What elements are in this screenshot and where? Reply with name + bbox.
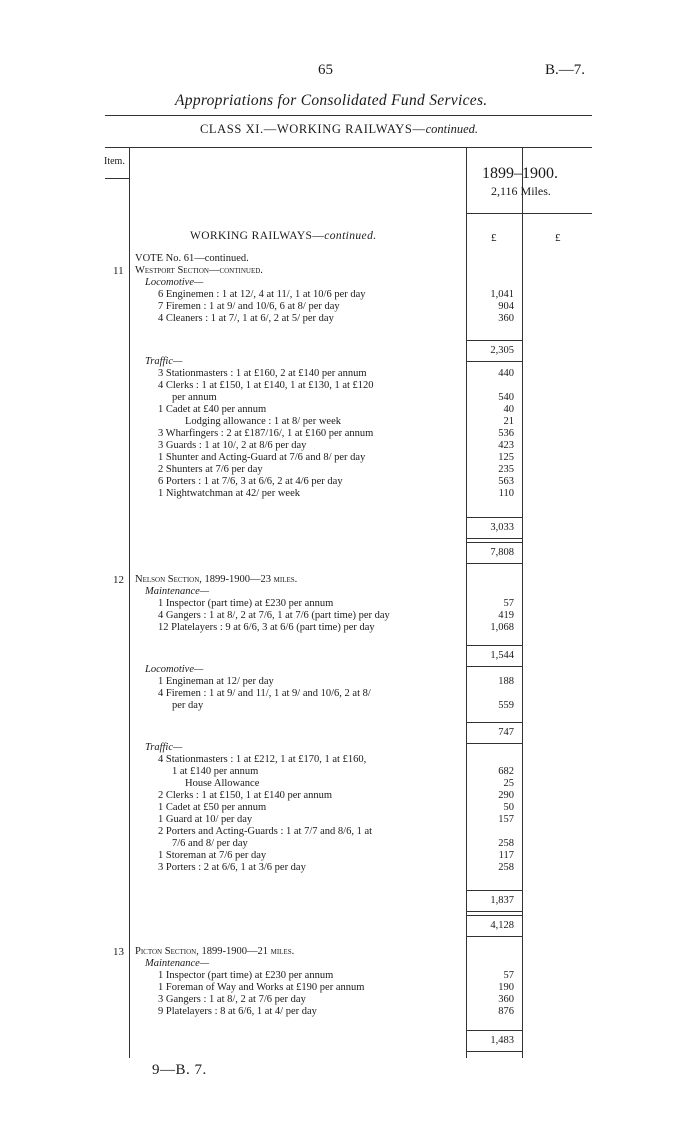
line-amount: 258 [498, 862, 514, 873]
year-head-rule [466, 213, 592, 214]
line-amount: 57 [503, 970, 514, 981]
line-description: 2 Porters and Acting-Guards : 1 at 7/7 and 8/6, 1 at [158, 826, 373, 837]
line-description: 12 Platelayers : 9 at 6/6, 3 at 6/6 (part time) per day [158, 622, 375, 633]
total-nelson-section [466, 915, 522, 937]
line-amount: 235 [498, 464, 514, 475]
line-amount: 117 [498, 850, 514, 861]
line-description: 3 Porters : 2 at 6/6, 1 at 3/6 per day [158, 862, 306, 873]
line-description: Traffic— [145, 742, 183, 753]
line-description: Locomotive— [145, 664, 204, 675]
line-description: 1 Inspector (part time) at £230 per annum [158, 598, 334, 609]
rule-under-class [105, 147, 592, 148]
line-description: 1 Inspector (part time) at £230 per annum [158, 970, 334, 981]
line-amount: 563 [498, 476, 514, 487]
rule-top [105, 115, 592, 116]
miles-header: 2,116 Miles. [491, 184, 551, 198]
class-title [200, 122, 478, 137]
line-amount: 1,068 [490, 622, 514, 633]
line-description: 7 Firemen : 1 at 9/ and 10/6, 6 at 8/ per day [158, 301, 340, 312]
line-amount: 360 [498, 994, 514, 1005]
section-heading-text: WORKING RAILWAYS— [190, 230, 325, 242]
line-description: VOTE No. 61—continued. [135, 253, 249, 264]
item-number: 12 [113, 574, 124, 586]
line-description: Picton Section, 1899-1900—21 miles. [135, 946, 295, 957]
line-amount: 423 [498, 440, 514, 451]
item-column-line [129, 148, 130, 1058]
line-amount: 540 [498, 392, 514, 403]
subtotal-value: 1,483 [490, 1035, 514, 1046]
line-description: 1 Guard at 10/ per day [158, 814, 253, 825]
line-description: 1 at £140 per annum [172, 766, 259, 777]
line-description: 4 Cleaners : 1 at 7/, 1 at 6/, 2 at 5/ per day [158, 313, 334, 324]
line-description: 4 Clerks : 1 at £150, 1 at £140, 1 at £130, 1 at £120 [158, 380, 374, 391]
line-description: 2 Clerks : 1 at £150, 1 at £140 per annum [158, 790, 333, 801]
line-description: Nelson Section, 1899-1900—23 miles. [135, 574, 298, 585]
line-amount: 50 [503, 802, 514, 813]
line-description: per day [172, 700, 204, 711]
line-description: 1 Cadet at £50 per annum [158, 802, 267, 813]
pound-sign-col1: £ [491, 232, 497, 244]
line-description: 1 Shunter and Acting-Guard at 7/6 and 8/ per day [158, 452, 366, 463]
subtotal-value: 2,305 [490, 345, 514, 356]
subtotal-value: 3,033 [490, 522, 514, 533]
line-amount: 559 [498, 700, 514, 711]
running-title: Appropriations for Consolidated Fund Services. [175, 92, 488, 109]
line-description: 1 Engineman at 12/ per day [158, 676, 274, 687]
line-amount: 876 [498, 1006, 514, 1017]
line-description: 3 Guards : 1 at 10/, 2 at 8/6 per day [158, 440, 307, 451]
line-description: Lodging allowance : 1 at 8/ per week [185, 416, 341, 427]
subtotal-westport-traffic [466, 517, 522, 539]
line-description: 9 Platelayers : 8 at 6/6, 1 at 4/ per day [158, 1006, 317, 1017]
subtotal-westport-locomotive [466, 340, 522, 362]
line-amount: 157 [498, 814, 514, 825]
subtotal-nelson-locomotive [466, 722, 522, 744]
subtotal-value: 4,128 [490, 920, 514, 931]
line-amount: 25 [503, 778, 514, 789]
item-column-header: Item. [104, 156, 125, 167]
subtotal-nelson-traffic [466, 890, 522, 912]
line-amount: 360 [498, 313, 514, 324]
line-amount: 125 [498, 452, 514, 463]
section-heading-continued: continued. [324, 230, 377, 242]
line-amount: 682 [498, 766, 514, 777]
line-amount: 190 [498, 982, 514, 993]
year-header: 1899–1900. [482, 165, 558, 182]
line-description: Maintenance— [145, 958, 210, 969]
item-number: 11 [113, 265, 124, 277]
line-description: House Allowance [185, 778, 260, 789]
line-description: 4 Stationmasters : 1 at £212, 1 at £170, 1 at £160, [158, 754, 367, 765]
line-description: Locomotive— [145, 277, 204, 288]
item-head-rule [105, 178, 129, 179]
amount-column-right-line [522, 148, 523, 1058]
line-description: Traffic— [145, 356, 183, 367]
subtotal-value: 1,544 [490, 650, 514, 661]
line-description: 1 Storeman at 7/6 per day [158, 850, 267, 861]
page-number: 65 [318, 62, 333, 78]
class-title-continued: continued. [425, 122, 479, 136]
subtotal-value: 7,808 [490, 547, 514, 558]
item-number: 13 [113, 946, 124, 958]
line-description: 2 Shunters at 7/6 per day [158, 464, 263, 475]
line-description: 3 Wharfingers : 2 at £187/16/, 1 at £160 per annum [158, 428, 374, 439]
line-description: 6 Enginemen : 1 at 12/, 4 at 11/, 1 at 10/6 per day [158, 289, 366, 300]
line-amount: 40 [503, 404, 514, 415]
line-amount: 110 [498, 488, 514, 499]
line-amount: 419 [498, 610, 514, 621]
line-amount: 258 [498, 838, 514, 849]
line-description: 1 Nightwatchman at 42/ per week [158, 488, 300, 499]
line-amount: 188 [498, 676, 514, 687]
line-amount: 904 [498, 301, 514, 312]
line-amount: 57 [503, 598, 514, 609]
subtotal-picton-maintenance [466, 1030, 522, 1052]
line-description: per annum [172, 392, 217, 403]
signature-mark: 9—B. 7. [152, 1062, 207, 1078]
subtotal-value: 747 [498, 727, 514, 738]
line-description: Westport Section—continued. [135, 265, 263, 276]
line-amount: 290 [498, 790, 514, 801]
section-heading [190, 230, 377, 242]
line-description: 1 Cadet at £40 per annum [158, 404, 267, 415]
document-reference: B.—7. [545, 62, 586, 78]
line-description: 7/6 and 8/ per day [172, 838, 248, 849]
line-amount: 1,041 [490, 289, 514, 300]
line-amount: 21 [503, 416, 514, 427]
line-description: 6 Porters : 1 at 7/6, 3 at 6/6, 2 at 4/6 per day [158, 476, 343, 487]
subtotal-value: 1,837 [490, 895, 514, 906]
line-description: 3 Gangers : 1 at 8/, 2 at 7/6 per day [158, 994, 306, 1005]
total-westport-section [466, 542, 522, 564]
class-title-text: CLASS XI.—WORKING RAILWAYS— [200, 122, 426, 136]
subtotal-nelson-maintenance [466, 645, 522, 667]
pound-sign-col2: £ [555, 232, 561, 244]
line-description: 4 Gangers : 1 at 8/, 2 at 7/6, 1 at 7/6 (part time) per day [158, 610, 390, 621]
line-description: 3 Stationmasters : 1 at £160, 2 at £140 per annum [158, 368, 367, 379]
line-description: 1 Foreman of Way and Works at £190 per annum [158, 982, 365, 993]
line-description: 4 Firemen : 1 at 9/ and 11/, 1 at 9/ and 10/6, 2 at 8/ [158, 688, 371, 699]
line-amount: 536 [498, 428, 514, 439]
line-amount: 440 [498, 368, 514, 379]
line-description: Maintenance— [145, 586, 210, 597]
